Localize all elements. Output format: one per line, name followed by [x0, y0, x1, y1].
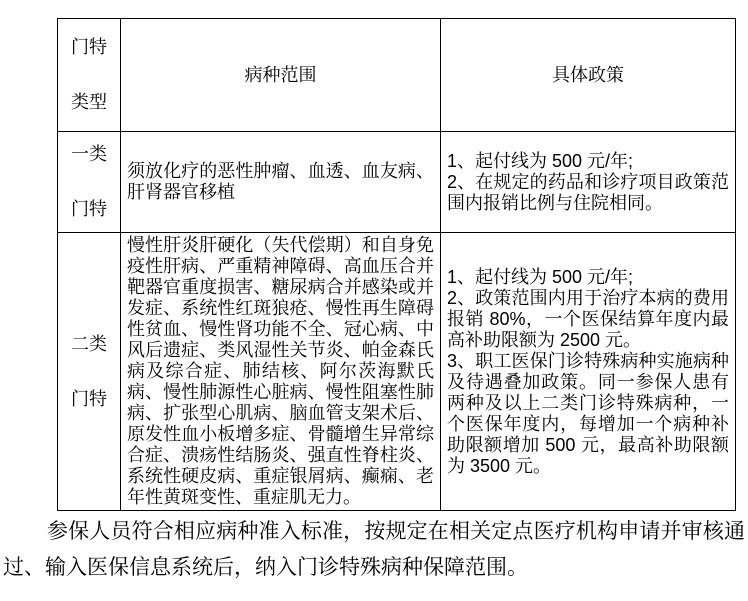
- type1-label-line1: 一类: [71, 144, 107, 164]
- mente-policy-table: [57, 18, 736, 511]
- header-type-line2: 类型: [71, 92, 107, 112]
- footer-paragraph: 参保人员符合相应病种准入标准，按规定在相关定点医疗机构申请并审核通过、输入医保信息系统后，纳入门诊特殊病种保障范围。: [3, 520, 745, 579]
- table-row-type2: [58, 233, 736, 511]
- table-row-type1: [58, 132, 736, 233]
- type2-policy-item-2: 2、政策范围内用于治疗本病的费用报销 80%，一个医保结算年度内最高补助限额为 2500 元。: [447, 287, 729, 350]
- type1-policy-item-2: 2、在规定的药品和诊疗项目政策范围内报销比例与住院相同。: [447, 171, 729, 213]
- type2-policy-cell: [441, 233, 736, 511]
- type2-label-line2: 门特: [71, 388, 107, 409]
- header-type-line1: 门特: [71, 37, 107, 57]
- header-cell-type: [58, 19, 121, 132]
- type1-scope-cell: 须放化疗的恶性肿瘤、血透、血友病、肝肾器官移植: [121, 132, 441, 233]
- type1-policy-item-1: 1、起付线为 500 元/年;: [447, 150, 634, 171]
- type2-label-line1: 二类: [71, 333, 107, 354]
- type2-label-cell: [58, 233, 121, 511]
- type1-label-cell: [58, 132, 121, 233]
- header-cell-policy: 具体政策: [441, 19, 736, 132]
- type2-policy-item-1: 1、起付线为 500 元/年;: [447, 266, 634, 287]
- type2-scope-cell: 慢性肝炎肝硬化（失代偿期）和自身免疫性肝病、严重精神障碍、高血压合并靶器官重度损害、糖尿病合并感染或并发症、系统性红斑狼疮、慢性再生障碍性贫血、慢性肾功能不全、冠心病、中风后遗症、类风湿性关节炎、帕金森氏病及综合症、肺结核、阿尔茨海默氏病、慢性肺源性心脏病、慢性阻塞性肺病、扩张型心肌病、脑血管支架术后、原发性血小板增多症、骨髓增生异常综合症、溃疡性结肠炎、强直性脊柱炎、系统性硬皮病、重症银屑病、癫痫、老年性黄斑变性、重症肌无力。: [121, 233, 441, 511]
- type1-policy-cell: [441, 132, 736, 233]
- header-cell-scope: 病种范围: [121, 19, 441, 132]
- type2-label-stack: [64, 235, 114, 508]
- type1-label-stack: [64, 134, 114, 230]
- header-type-stack: [64, 21, 114, 129]
- type2-policy-item-3: 3、职工医保门诊特殊病种实施病种及待遇叠加政策。同一参保人患有两种及以上二类门诊特殊病种，一个医保年度内，每增加一个病种补助限额增加 500 元，最高补助限额为 3500 元。: [447, 350, 729, 476]
- type1-label-line2: 门特: [71, 199, 107, 219]
- table-header-row: [58, 19, 736, 132]
